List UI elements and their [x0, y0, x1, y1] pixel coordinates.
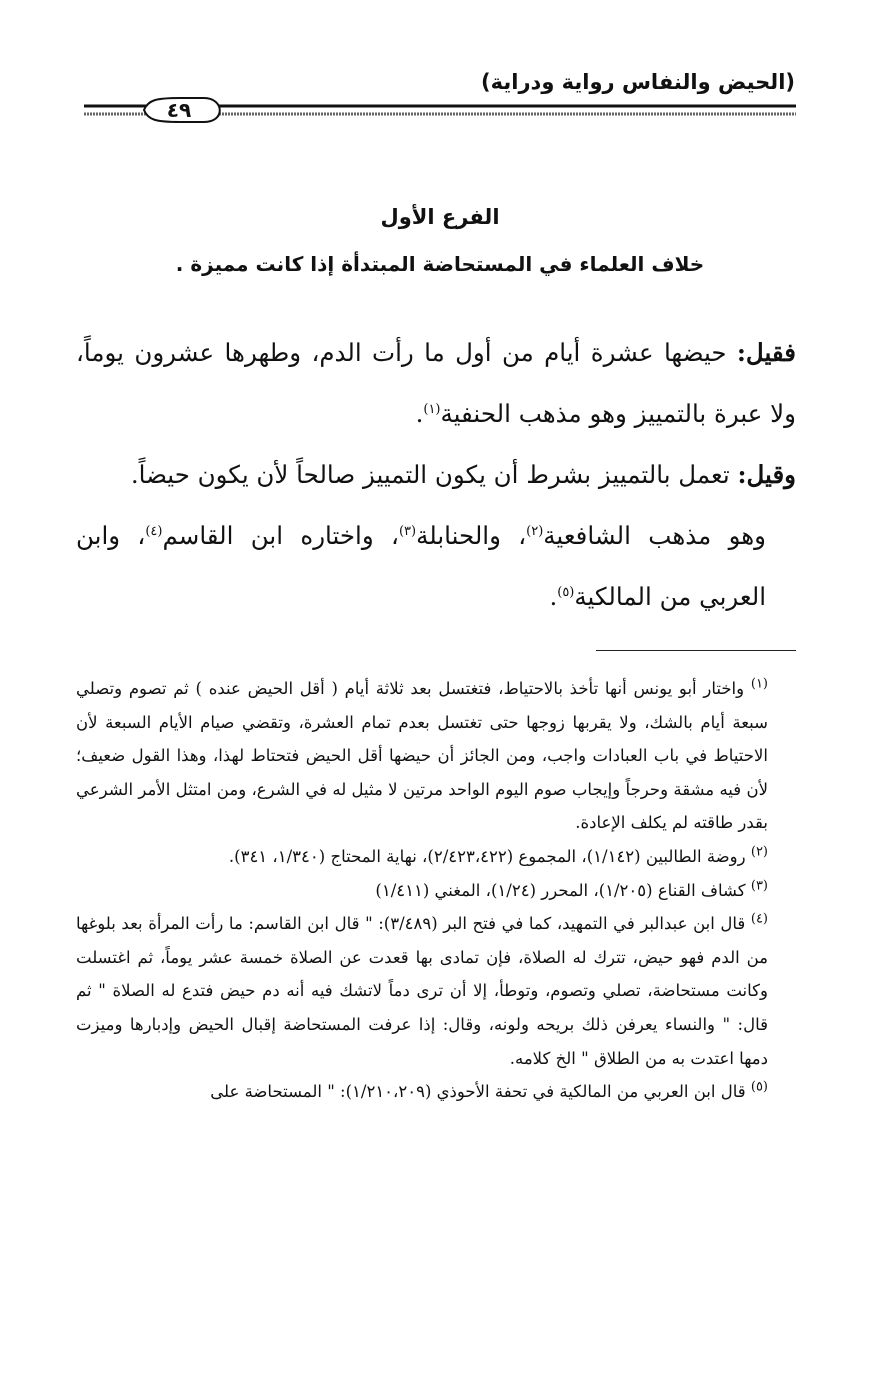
- paragraph-text: ، واختاره ابن القاسم: [162, 521, 399, 550]
- body-paragraph-3: [76, 505, 796, 627]
- footnote-text: قال ابن العربي من المالكية في تحفة الأحوذي (١/٢١٠،٢٠٩): " المستحاضة على: [210, 1082, 751, 1102]
- main-body-text: [76, 322, 796, 627]
- footnote-reference: (٢): [526, 523, 544, 539]
- footnote-reference: (١): [423, 401, 441, 417]
- paragraph-end: .: [549, 582, 558, 611]
- paragraph-text: وهو مذهب الشافعية: [543, 521, 766, 550]
- footnote-mark: (٣): [750, 878, 768, 894]
- running-title: (الحيض والنفاس رواية ودراية): [481, 70, 795, 94]
- footnote-mark: (٥): [750, 1079, 768, 1095]
- footnote-2: [76, 840, 796, 874]
- paragraph-lead: وقيل:: [737, 460, 796, 489]
- paragraph-end: .: [415, 399, 424, 428]
- footnote-reference: (٥): [557, 584, 575, 600]
- footnote-mark: (٤): [750, 911, 768, 927]
- footnote-reference: (٣): [398, 523, 417, 539]
- footnote-4: [76, 907, 796, 1075]
- paragraph-text: ، وابن العربي من المالكية: [76, 521, 766, 611]
- footnote-mark: (٢): [750, 844, 768, 860]
- footnote-1: [76, 672, 796, 840]
- body-paragraph-2: [76, 444, 796, 505]
- footnote-mark: (١): [750, 676, 768, 692]
- footnote-5: [76, 1075, 796, 1109]
- footnote-text: قال ابن عبدالبر في التمهيد، كما في فتح البر (٣/٤٨٩): " قال ابن القاسم: ما رأت المرأة بعد بلوغها من الدم فهو حيض، تترك له الصلاة، فإن تمادى بها قعدت عن الصلاة خمسة عشر يوماً، ثم اغتسلت وكانت مستحاضة، تصلي وتصوم، وتوطأ، إلا أن ترى دماً لاتشك فيه أنه دم حيض فتدع له الصلاة " ثم قال: " والنساء يعرفن ذلك بريحه ولونه، وقال: إذا عرفت المستحاضة إقبال الحيض وإدبارها وميزت دمها اعتدت به من الطلاق " الخ كلامه.: [76, 914, 768, 1068]
- footnote-3: [76, 874, 796, 908]
- footnote-separator: [596, 650, 796, 651]
- paragraph-text: تعمل بالتمييز بشرط أن يكون التمييز صالحاً لأن يكون حيضاً.: [130, 460, 738, 489]
- section-subtitle: خلاف العلماء في المستحاضة المبتدأة إذا كانت مميزة .: [175, 252, 705, 276]
- footnote-text: واختار أبو يونس أنها تأخذ بالاحتياط، فتغتسل بعد ثلاثة أيام ( أقل الحيض عنده ) ثم تصوم وتصلي سبعة أيام بالشك، ولا يقربها زوجها حتى تغتسل بعدم تمام العشرة، وتقضي صيام الأيام السبعة لأن الاحتياط في باب العبادات واجب، ومن الجائز أن حيضها أقل الحيض فتحتاط لهذا، وهذا القول ضعيف؛ لأن فيه مشقة وحرجاً وإيجاب صوم اليوم الواحد مرتين لا مثيل له في الشرع، ومن امتثل الأمر الشرعي بقدر طاقته لم يكلف الإعادة.: [76, 679, 768, 833]
- paragraph-text: حيضها عشرة أيام من أول ما رأت الدم، وطهرها عشرون يوماً، ولا عبرة بالتمييز وهو مذهب الحنفية: [76, 338, 796, 428]
- footnotes: [76, 672, 796, 1109]
- body-paragraph-1: [76, 322, 796, 444]
- paragraph-text: ، والحنابلة: [416, 521, 527, 550]
- page-number: ٤٩: [166, 98, 192, 122]
- footnote-text: كشاف القناع (١/٢٠٥)، المحرر (١/٢٤)، المغني (١/٤١١): [375, 880, 751, 900]
- footnote-reference: (٤): [145, 523, 163, 539]
- section-title: الفرع الأول: [380, 205, 500, 229]
- footnote-text: روضة الطالبين (١/١٤٢)، المجموع (٢/٤٢٣،٤٢٢)، نهاية المحتاج (١/٣٤٠، ٣٤١).: [228, 846, 751, 866]
- paragraph-lead: فقيل:: [736, 338, 796, 367]
